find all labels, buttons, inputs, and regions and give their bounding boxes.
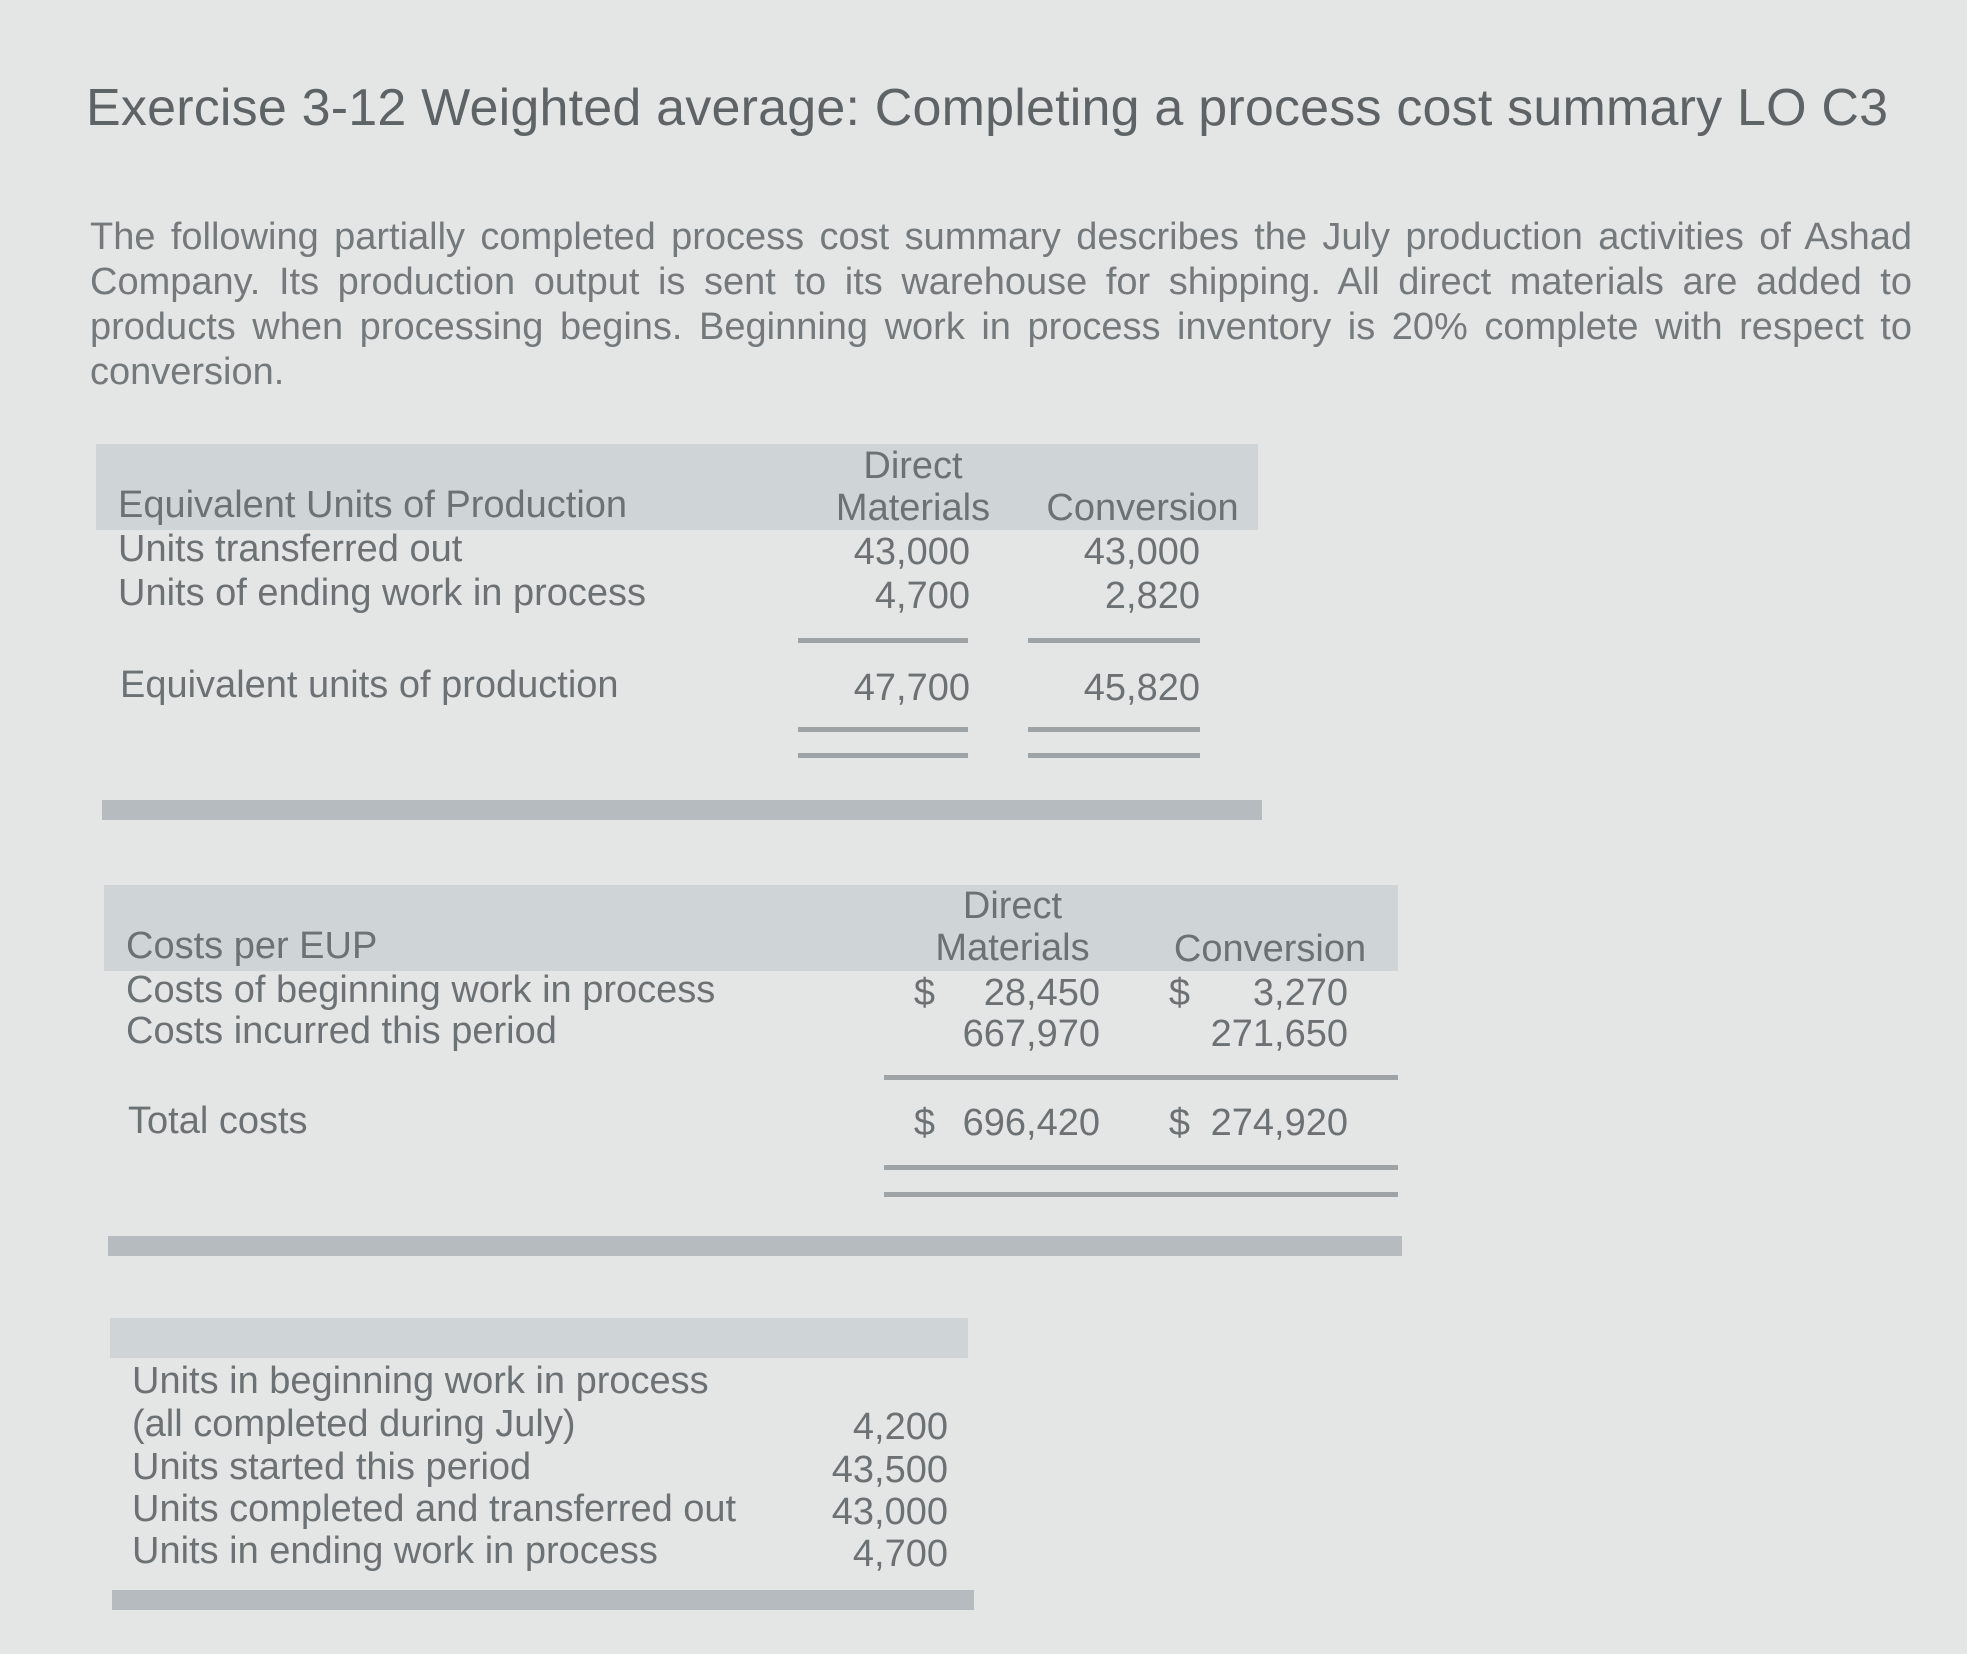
cost-double-rule-2: [884, 1192, 1398, 1197]
units-row-label: Units in ending work in process: [132, 1530, 658, 1572]
cost-row-dm-currency: $: [913, 972, 935, 1014]
eup-row-label: Units of ending work in process: [118, 572, 647, 614]
eup-double-rule-conv-1: [1028, 727, 1200, 732]
cost-double-rule-1: [884, 1165, 1398, 1170]
page-title: Exercise 3-12 Weighted average: Completing a process cost summary LO C3: [86, 79, 1889, 137]
cost-total-dm: 696,420: [962, 1102, 1100, 1144]
eup-header-label: Equivalent Units of Production: [118, 484, 628, 526]
units-beginning-value: 4,200: [852, 1406, 948, 1448]
eup-subtotal-rule-conv: [1028, 638, 1200, 643]
cost-row-dm: 667,970: [962, 1013, 1100, 1055]
cost-row-conv-currency: $: [1168, 972, 1190, 1014]
eup-col-dm-header: Direct Materials: [835, 445, 991, 529]
cost-row-label: Costs of beginning work in process: [126, 969, 716, 1011]
cost-total-conv: 274,920: [1210, 1102, 1348, 1144]
eup-total-label: Equivalent units of production: [120, 664, 619, 706]
eup-double-rule-dm-2: [798, 753, 968, 758]
eup-table-bottom-bar: [102, 800, 1262, 820]
cost-row-conv: 271,650: [1210, 1013, 1348, 1055]
eup-subtotal-rule-dm: [798, 638, 968, 643]
cost-table-bottom-bar: [108, 1236, 1402, 1256]
units-beginning-label-note: (all completed during July): [132, 1403, 576, 1445]
units-row-label: Units started this period: [132, 1446, 532, 1488]
eup-total-conv: 45,820: [1083, 667, 1200, 709]
units-row-label: Units completed and transferred out: [132, 1488, 737, 1530]
eup-row-dm: 4,700: [874, 575, 970, 617]
eup-row-conv: 43,000: [1083, 531, 1200, 573]
eup-row-label: Units transferred out: [118, 528, 463, 570]
cost-subtotal-rule: [884, 1075, 1398, 1080]
units-beginning-label: Units in beginning work in process: [132, 1360, 709, 1402]
cost-row-label: Costs incurred this period: [126, 1010, 557, 1052]
cost-col-dm-header: Direct Materials: [935, 885, 1090, 969]
units-header-band: [110, 1318, 968, 1358]
cost-header-label: Costs per EUP: [126, 925, 378, 967]
units-row-value: 43,000: [831, 1491, 948, 1533]
eup-col-conv-header: Conversion: [1046, 487, 1239, 529]
cost-col-conv-header: Conversion: [1173, 928, 1367, 970]
cost-row-dm: 28,450: [983, 972, 1100, 1014]
eup-row-dm: 43,000: [853, 531, 970, 573]
cost-total-label: Total costs: [128, 1100, 308, 1142]
cost-row-conv: 3,270: [1252, 972, 1348, 1014]
eup-row-conv: 2,820: [1104, 575, 1200, 617]
cost-total-dm-currency: $: [913, 1102, 935, 1144]
units-row-value: 43,500: [831, 1449, 948, 1491]
cost-total-conv-currency: $: [1168, 1102, 1190, 1144]
intro-text: The following partially completed process cost summary describes the July production activities of Ashad Company. Its production output is sent to its warehouse for shipping. All direct materials are added to products when processing begins. Beginning work in process inventory is 20% complete with respect to conversion.: [90, 216, 1912, 393]
eup-total-dm: 47,700: [853, 667, 970, 709]
units-row-value: 4,700: [852, 1533, 948, 1575]
eup-double-rule-dm-1: [798, 727, 968, 732]
eup-double-rule-conv-2: [1028, 753, 1200, 758]
units-table-bottom-bar: [112, 1590, 974, 1610]
